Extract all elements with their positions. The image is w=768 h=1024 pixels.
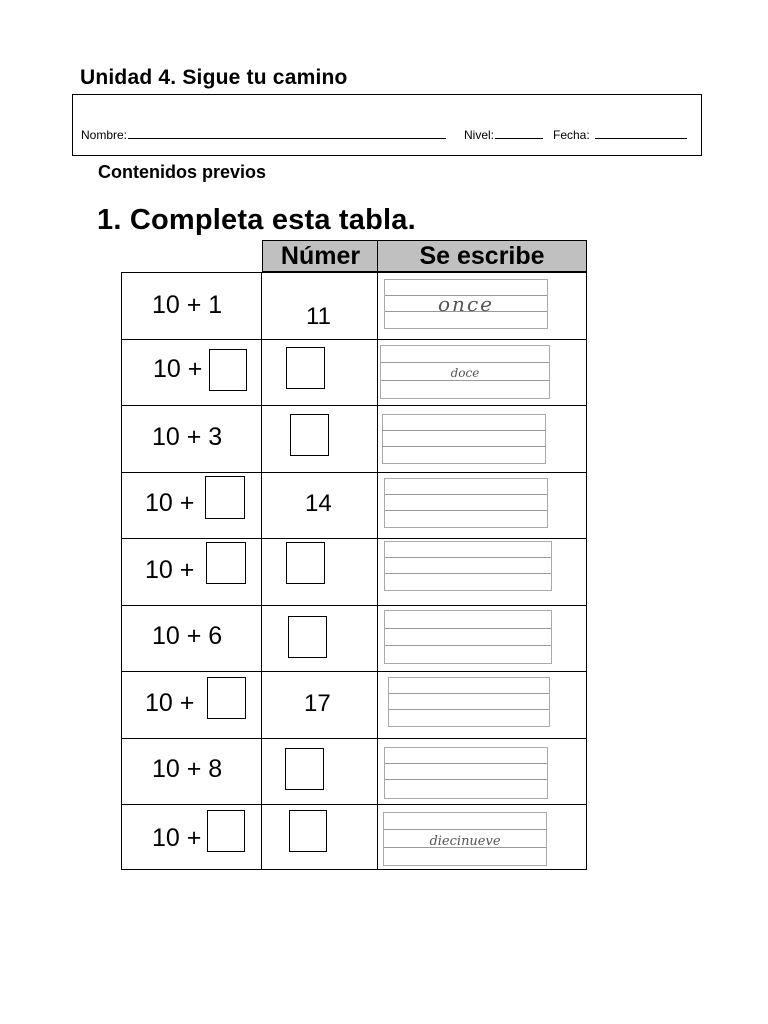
date-label: Fecha: xyxy=(553,128,590,142)
row-divider xyxy=(122,804,586,805)
level-field[interactable] xyxy=(464,126,543,142)
row-5-writing-lines[interactable] xyxy=(384,541,552,591)
row-6-writing-lines[interactable] xyxy=(384,610,552,664)
date-field[interactable] xyxy=(553,126,687,142)
name-line[interactable] xyxy=(128,126,446,139)
row-1-writing-lines[interactable] xyxy=(384,279,548,329)
row-9-number-box[interactable] xyxy=(289,810,327,852)
level-label: Nivel: xyxy=(464,128,495,142)
row-8-number-box[interactable] xyxy=(285,748,324,790)
row-8-expression: 10 + 8 xyxy=(152,755,223,783)
row-6-expression: 10 + 6 xyxy=(152,622,223,650)
row-1-expression: 10 + 1 xyxy=(152,291,223,319)
row-divider xyxy=(122,605,586,606)
row-divider xyxy=(122,538,586,539)
row-2-number-box[interactable] xyxy=(286,347,325,389)
name-label: Nombre: xyxy=(81,128,128,142)
numbers-table xyxy=(121,272,587,870)
name-field[interactable] xyxy=(81,126,446,142)
row-9-writing-lines[interactable] xyxy=(383,812,547,866)
row-divider xyxy=(122,472,586,473)
row-4-addend-box[interactable] xyxy=(205,476,245,519)
row-divider xyxy=(122,339,586,340)
row-7-addend-box[interactable] xyxy=(207,677,246,719)
row-2-writing-lines[interactable] xyxy=(380,345,550,399)
row-2-expression: 10 + xyxy=(153,355,203,383)
column-divider xyxy=(261,273,262,869)
row-7-writing-lines[interactable] xyxy=(388,677,550,727)
student-info-box xyxy=(72,94,702,156)
header-written: Se escribe xyxy=(377,240,587,272)
row-1-written-word: once xyxy=(438,292,494,316)
row-4-writing-lines[interactable] xyxy=(384,478,548,528)
row-2-addend-box[interactable] xyxy=(209,349,247,391)
unit-title: Unidad 4. Sigue tu camino xyxy=(80,66,348,89)
row-divider xyxy=(122,671,586,672)
row-5-addend-box[interactable] xyxy=(206,542,246,584)
row-4-expression: 10 + xyxy=(145,489,195,517)
row-5-number-box[interactable] xyxy=(286,542,325,584)
row-9-expression: 10 + xyxy=(152,824,202,852)
row-3-writing-lines[interactable] xyxy=(382,414,546,464)
row-divider xyxy=(122,405,586,406)
row-6-number-box[interactable] xyxy=(288,616,327,658)
row-1-number: 11 xyxy=(306,303,331,330)
exercise-title: 1. Completa esta tabla. xyxy=(97,204,416,236)
row-3-expression: 10 + 3 xyxy=(152,423,223,451)
row-divider xyxy=(122,738,586,739)
row-5-expression: 10 + xyxy=(145,556,195,584)
header-number: Númer xyxy=(262,240,379,272)
date-line[interactable] xyxy=(595,126,687,139)
column-divider xyxy=(377,273,378,869)
level-line[interactable] xyxy=(495,126,543,139)
row-2-written-word: doce xyxy=(450,366,480,380)
row-9-addend-box[interactable] xyxy=(207,810,245,852)
row-9-written-word: diecinueve xyxy=(429,834,501,849)
row-4-number: 14 xyxy=(305,490,332,517)
section-title: Contenidos previos xyxy=(98,162,267,182)
row-3-number-box[interactable] xyxy=(290,414,329,456)
row-7-number: 17 xyxy=(304,690,331,717)
row-8-writing-lines[interactable] xyxy=(384,747,548,799)
row-7-expression: 10 + xyxy=(145,689,195,717)
